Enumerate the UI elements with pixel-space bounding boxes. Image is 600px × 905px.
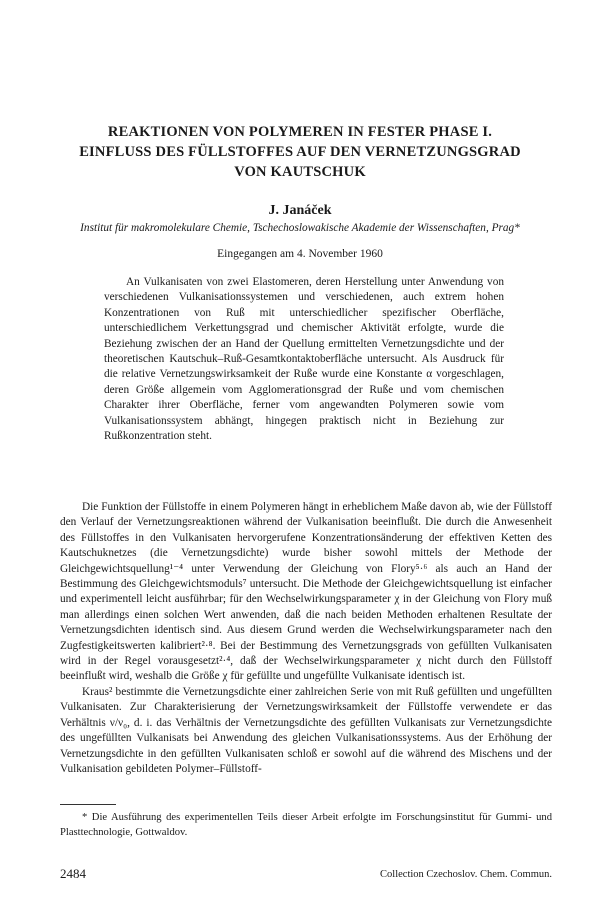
journal-name: Collection Czechoslov. Chem. Commun. — [380, 869, 552, 880]
title-line-2: EINFLUSS DES FÜLLSTOFFES AUF DEN VERNETZUNGSGRAD — [79, 144, 521, 160]
received-date: Eingegangen am 4. November 1960 — [217, 248, 383, 260]
page-number: 2484 — [60, 866, 86, 881]
title-line-3: VON KAUTSCHUK — [234, 164, 366, 180]
paper-title — [40, 122, 560, 182]
author-affiliation: Institut für makromolekulare Chemie, Tschechoslowakische Akademie der Wissenschaften, Prag* — [80, 222, 520, 234]
body-text — [60, 500, 552, 777]
title-line-1: REAKTIONEN VON POLYMEREN IN FESTER PHASE I. — [107, 124, 493, 140]
body-paragraph-1: Die Funktion der Füllstoffe in einem Polymeren hängt in erheblichem Maße davon ab, wie der Füllstoff den Verlauf der Vernetzungsreaktionen während der Vulkanisation beeinflußt. Die durch die Anwesenheit des Füllstoffes in den Vulkanisaten hervorgerufene Konzentrationsänderung der effektiven Ketten des Kautschuknetzes (die Vernetzungsdichte) wurde bisher sowohl mittels der Methode der Gleichgewichtsquellung¹⁻⁴ unter Verwendung der Gleichung von Flory⁵·⁶ als auch an Hand der Bestimmung des Gleichgewichtsmoduls⁷ untersucht. Die Methode der Gleichgewichtsquellung ist einfacher und experimentell leicht ausführbar; für den Wechselwirkungsparameter χ in der Gleichung von Flory muß man allerdings einen solchen Wert anwenden, daß die nach beiden Methoden erhaltenen Resultate der Vernetzungsdichten identisch sind. Aus diesem Grund werden die Wechselwirkungsparameter nach den Zugfestigkeitswerten kalibriert²·⁸. Bei der Bestimmung des Vernetzungsgrads von gefüllten Vulkanisaten wird in der Regel vorausgesetzt²·⁴, daß der Wechselwirkungsparameter χ nicht durch den Füllstoff beeinflußt wird, weshalb die Größe χ für gefüllte und ungefüllte Vulkanisate identisch ist. — [60, 501, 552, 683]
abstract: An Vulkanisaten von zwei Elastomeren, deren Herstellung unter Anwendung von verschiedenen Vulkanisationssystemen und verschiedenen, auch extrem hohen Konzentrationen von Ruß mit unterschiedlicher spezifischer Oberfläche, unterschiedlichem Verkettungsgrad und chemischer Aktivität erfolgte, wurde die Beziehung zwischen der an Hand der Quellung ermittelten Vernetzungsdichte und der theoretischen Kautschuk–Ruß-Gesamtkontaktoberfläche untersucht. Als Ausdruck für die relative Vernetzungswirksamkeit der Ruße wurde eine Konstante α vorgeschlagen, deren Größe allgemein vom Agglomerationsgrad der Ruße und vom chemischen Charakter ihrer Oberfläche, ferner vom angewandten Polymeren sowie vom Vulkanisationssystem abhängt, hingegen praktisch nicht in Beziehung zur Rußkonzentration steht. — [104, 276, 504, 443]
author-name: J. Janáček — [268, 203, 332, 218]
body-paragraph-2: Kraus² bestimmte die Vernetzungsdichte einer zahlreichen Serie von mit Ruß gefüllten und ungefüllten Vulkanisaten. Zur Charakterisierung der Vernetzungswirksamkeit der Füllstoffe verwendete er das Verhältnis ν/ν₀, d. i. das Verhältnis der Vernetzungsdichte des gefüllten Vulkanisats zur Vernetzungsdichte des ungefüllten Vulkanisats bei Anwendung des gleichen Vulkanisationssystems. Aus der Erhöhung der Vernetzungsdichte in den gefüllten Vulkanisaten schloß er sowohl auf die während des Mischens und der Vulkanisation gebildeten Polymer–Füllstoff- — [60, 685, 552, 775]
footnote: * Die Ausführung des experimentellen Teils dieser Arbeit erfolgte im Forschungsinstitut für Gummi- und Plasttechnologie, Gottwaldov. — [60, 812, 552, 838]
footnote-divider — [60, 804, 116, 805]
